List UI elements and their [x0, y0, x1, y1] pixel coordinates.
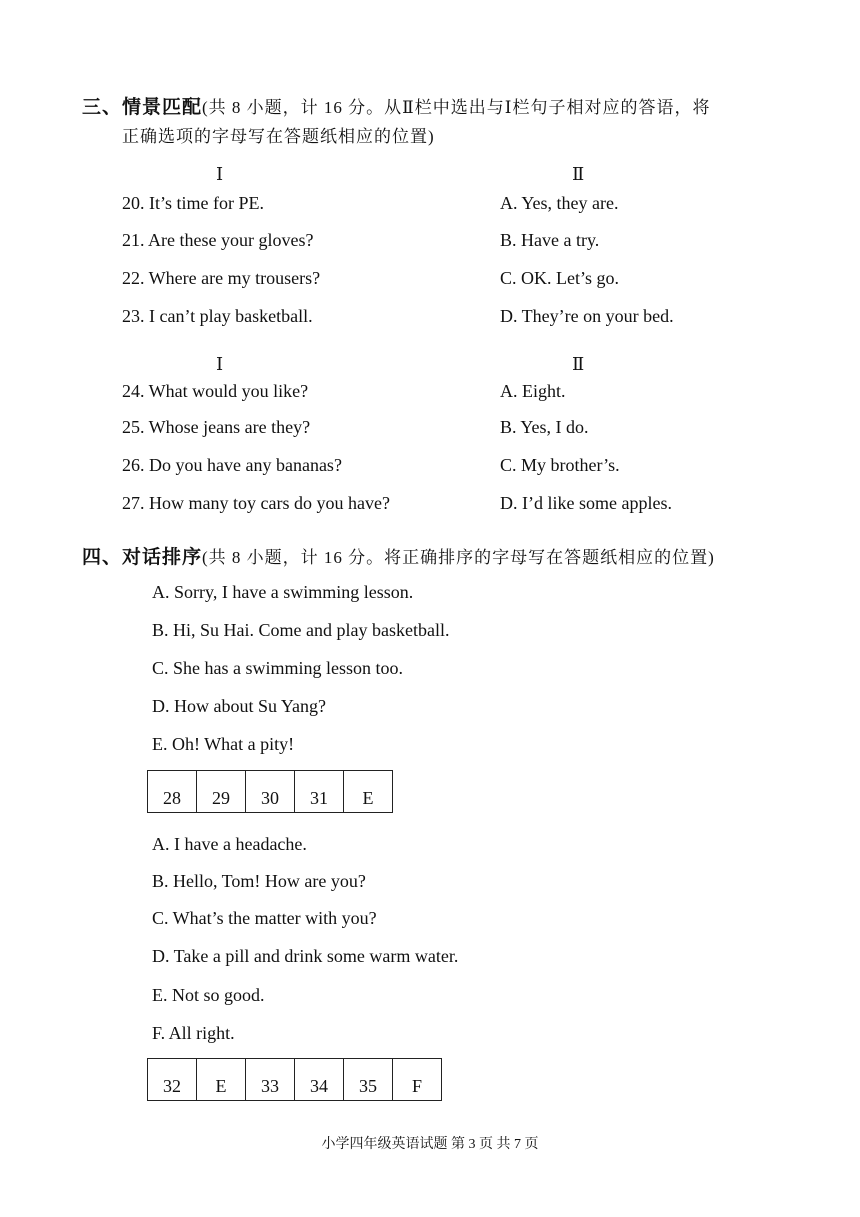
option-2b: B. Yes, I do. — [500, 417, 589, 437]
dialogue2-line-e: E. Not so good. — [152, 985, 265, 1005]
answer-cell: E — [197, 1059, 246, 1101]
question-21: 21. Are these your gloves? — [122, 230, 314, 250]
dialogue2-line-a: A. I have a headache. — [152, 834, 307, 854]
option-2a: A. Eight. — [500, 381, 566, 401]
dialogue1-line-e: E. Oh! What a pity! — [152, 734, 295, 754]
group2-col1-header: Ⅰ — [216, 354, 224, 374]
dialogue1-line-b: B. Hi, Su Hai. Come and play basketball. — [152, 620, 450, 640]
answer-cell[interactable]: 29 — [197, 771, 246, 813]
answer-cell[interactable]: 35 — [344, 1059, 393, 1101]
section4-title: 四、对话排序 — [82, 547, 203, 568]
dialogue2-answer-table — [147, 1058, 442, 1101]
answer-cell: F — [393, 1059, 442, 1101]
section4-heading — [82, 542, 715, 569]
answer-cell[interactable]: 30 — [246, 771, 295, 813]
option-2d: D. I’d like some apples. — [500, 493, 672, 513]
section4-note: (共 8 小题，计 16 分。将正确排序的字母写在答题纸相应的位置) — [202, 548, 715, 567]
answer-cell[interactable]: 33 — [246, 1059, 295, 1101]
group1-col2-header: Ⅱ — [572, 164, 585, 184]
option-1d: D. They’re on your bed. — [500, 306, 674, 326]
option-1b: B. Have a try. — [500, 230, 600, 250]
group1-col1-header: Ⅰ — [216, 164, 224, 184]
option-1c: C. OK. Let’s go. — [500, 268, 619, 288]
option-1a: A. Yes, they are. — [500, 193, 619, 213]
question-26: 26. Do you have any bananas? — [122, 455, 342, 475]
group2-col2-header: Ⅱ — [572, 354, 585, 374]
section3-note-line2: 正确选项的字母写在答题纸相应的位置) — [122, 127, 435, 146]
question-25: 25. Whose jeans are they? — [122, 417, 311, 437]
dialogue1-line-c: C. She has a swimming lesson too. — [152, 658, 403, 678]
dialogue2-line-d: D. Take a pill and drink some warm water. — [152, 946, 459, 966]
question-27: 27. How many toy cars do you have? — [122, 493, 390, 513]
answer-cell[interactable]: 31 — [295, 771, 344, 813]
dialogue2-line-b: B. Hello, Tom! How are you? — [152, 871, 366, 891]
question-20: 20. It’s time for PE. — [122, 193, 264, 213]
answer-cell[interactable]: 32 — [148, 1059, 197, 1101]
page-footer: 小学四年级英语试题 第 3 页 共 7 页 — [321, 1137, 539, 1152]
section3-title: 三、情景匹配 — [82, 97, 203, 118]
dialogue1-answer-table — [147, 770, 393, 813]
option-2c: C. My brother’s. — [500, 455, 620, 475]
section3-note-line1: (共 8 小题，计 16 分。从Ⅱ栏中选出与Ⅰ栏句子相对应的答语，将 — [202, 98, 711, 117]
section3-heading — [82, 92, 710, 119]
question-22: 22. Where are my trousers? — [122, 268, 321, 288]
dialogue1-line-d: D. How about Su Yang? — [152, 696, 327, 716]
answer-cell[interactable]: 28 — [148, 771, 197, 813]
question-23: 23. I can’t play basketball. — [122, 306, 313, 326]
dialogue2-line-c: C. What’s the matter with you? — [152, 908, 377, 928]
answer-cell: E — [344, 771, 393, 813]
answer-cell[interactable]: 34 — [295, 1059, 344, 1101]
dialogue1-line-a: A. Sorry, I have a swimming lesson. — [152, 582, 414, 602]
dialogue2-line-f: F. All right. — [152, 1023, 235, 1043]
question-24: 24. What would you like? — [122, 381, 309, 401]
